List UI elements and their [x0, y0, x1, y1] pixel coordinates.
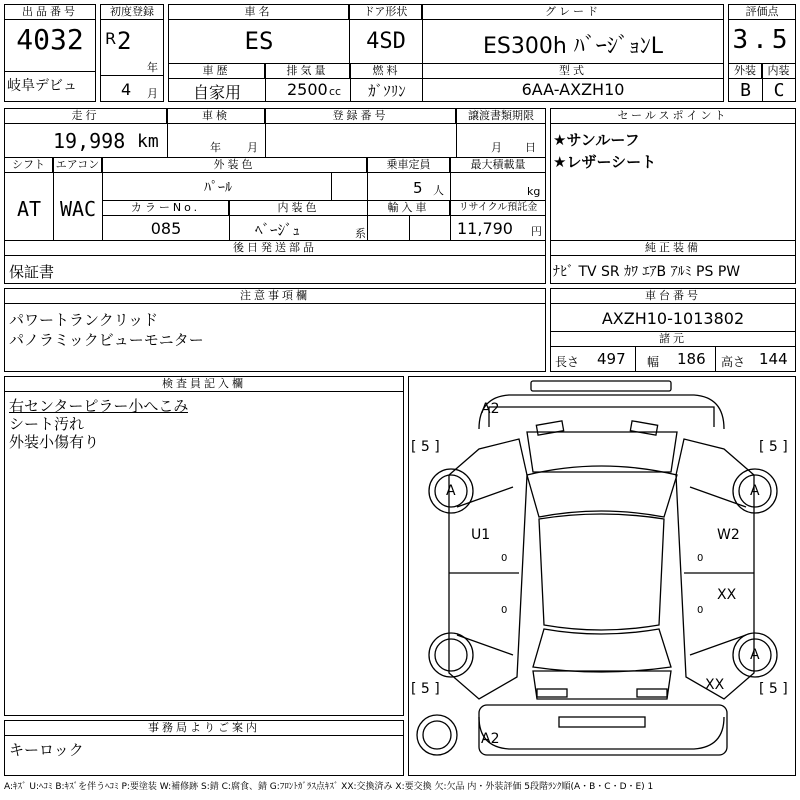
mileage: 19,998 [53, 129, 126, 153]
ac-label: エアコン [54, 158, 102, 173]
month-unit: 月 [147, 87, 158, 100]
ac: WAC [59, 197, 97, 221]
color: ﾊﾟｰﾙ [204, 180, 232, 196]
mark-right-rear-door: XX [717, 587, 737, 603]
load-unit: kg [527, 185, 541, 198]
reg-month: 4 [121, 80, 132, 99]
tire-rating-front-left: [ 5 ] [411, 439, 440, 455]
ext-score: B [740, 80, 751, 101]
color-no-label: カラーNo. [103, 201, 229, 216]
capacity-unit: 人 [433, 184, 444, 197]
score: 3.5 [732, 25, 792, 55]
chassis-block [550, 288, 796, 372]
fuel: ｶﾞｿﾘﾝ [368, 82, 406, 100]
venue: 岐阜デビュ [7, 78, 77, 94]
capacity-label: 乗車定員 [368, 158, 450, 173]
door-label: ドア形状 [350, 5, 422, 20]
displacement-unit: cc [329, 85, 342, 98]
wheel-mark-fl: A [446, 483, 456, 499]
recycle-unit: 円 [531, 225, 542, 238]
displacement: 2500 [287, 80, 328, 99]
int-color-label: 内装色 [230, 201, 367, 216]
load-label: 最大積載量 [451, 158, 545, 173]
selling-points [550, 108, 796, 284]
ext-label: 外装 [729, 64, 762, 79]
inspector-title: 検査員記入欄 [5, 377, 403, 392]
color-no: 085 [150, 219, 182, 238]
mileage-label: 走行 [5, 109, 167, 124]
zero-left-rear: 0 [501, 605, 508, 616]
office-title: 事務局よりご案内 [5, 721, 403, 736]
zero-right-front: 0 [697, 553, 704, 564]
inspector-line-1: 右センターピラー小へこみ [9, 397, 189, 415]
model: 6AA-AXZH10 [521, 80, 625, 99]
era: R [105, 29, 117, 48]
name-label: 車名 [169, 5, 349, 20]
chassis-title: 車台番号 [551, 289, 795, 304]
reg-year: 2 [117, 27, 132, 55]
equipment-title: 純正装備 [551, 241, 795, 256]
tire-rating-rear-right: [ 5 ] [759, 681, 788, 697]
grade-label: グレード [423, 5, 723, 20]
mark-right-rear: XX [705, 677, 725, 693]
height-label: 高さ [721, 355, 746, 369]
tire-rating-rear-left: [ 5 ] [411, 681, 440, 697]
width-label: 幅 [647, 355, 660, 369]
zero-left-front: 0 [501, 553, 508, 564]
legend: A:ｷｽﾞ U:ﾍｺﾐ B:ｷｽﾞを伴うﾍｺﾐ P:要塗装 W:補修跡 S:錆 C:腐食、錆 G:ﾌﾛﾝﾄｶﾞﾗｽ点ｷｽﾞ XX:交換済み X:要交換 欠:欠品 内・外装評価 5段階ﾗﾝｸ順(A・B・C・D・E) 1 [4, 782, 654, 792]
vehicle-details [4, 108, 546, 284]
inspector-block [4, 376, 404, 716]
score-block [728, 4, 796, 102]
car-info [168, 4, 724, 102]
selling-point-2: ★レザーシート [553, 153, 657, 171]
grade: ES300h ﾊﾞｰｼﾞｮﾝL [482, 34, 664, 59]
model-label: 型式 [423, 64, 723, 79]
caution-line-1: パワートランクリッド [9, 311, 159, 329]
parts-value: 保証書 [9, 263, 55, 281]
transfer-day-unit: 日 [525, 141, 536, 154]
car-diagram-svg [409, 377, 794, 774]
tire-rating-front-right: [ 5 ] [759, 439, 788, 455]
color-label: 外装色 [103, 158, 367, 173]
int-color-unit: 系 [355, 227, 366, 240]
length: 497 [597, 350, 626, 368]
history: 自家用 [192, 83, 241, 102]
transfer-month-unit: 月 [491, 141, 502, 154]
history-label: 車歴 [169, 64, 265, 79]
caution-title: 注意事項欄 [5, 289, 545, 304]
recycle-label: リサイクル預託金 [451, 201, 545, 216]
lot-number: 4032 [16, 23, 84, 56]
mileage-unit: km [137, 131, 159, 152]
first-reg-label: 初度登録 [101, 5, 163, 20]
int-label: 内装 [762, 64, 795, 79]
office-block [4, 720, 404, 776]
chassis-number: AXZH10-1013802 [601, 309, 745, 328]
selling-point-1: ★サンルーフ [553, 131, 640, 149]
recycle: 11,790 [457, 219, 513, 238]
mark-front: A2 [481, 401, 500, 417]
selling-points-title: セールスポイント [551, 109, 795, 124]
insp-month-unit: 月 [247, 141, 258, 154]
door-type: 4SD [366, 29, 406, 54]
transfer-label: 譲渡書類期限 [457, 109, 545, 124]
car-name: ES [244, 27, 274, 55]
year-unit: 年 [147, 61, 158, 74]
shift: AT [16, 197, 42, 221]
fuel-label: 燃料 [351, 64, 423, 79]
inspection-label: 車検 [168, 109, 265, 124]
header-block [4, 4, 96, 102]
capacity: 5 [413, 179, 423, 197]
first-registration [100, 4, 164, 102]
displacement-label: 排気量 [266, 64, 350, 79]
zero-right-rear: 0 [697, 605, 704, 616]
lot-label: 出品番号 [5, 5, 95, 20]
caution-block [4, 288, 546, 372]
caution-line-2: パノラミックビューモニター [9, 331, 204, 349]
reg-label: 登録番号 [266, 109, 456, 124]
wheel-mark-rr: A [750, 647, 760, 663]
equipment-value: ﾅﾋﾞ TV SR ｶﾜ ｴｱB ｱﾙﾐ PS PW [553, 264, 741, 280]
inspector-line-2: シート汚れ [9, 415, 85, 433]
car-diagram [408, 376, 796, 776]
width: 186 [677, 350, 706, 368]
office-value: キーロック [9, 741, 84, 759]
insp-year-unit: 年 [210, 141, 221, 154]
spec-title: 諸元 [551, 332, 795, 347]
import-label: 輸入車 [368, 201, 450, 216]
inspector-line-3: 外装小傷有り [9, 433, 100, 451]
score-label: 評価点 [729, 5, 795, 20]
int-color: ﾍﾞｰｼﾞｭ [255, 221, 301, 239]
height: 144 [759, 350, 788, 368]
int-score: C [773, 80, 785, 101]
wheel-mark-fr: A [750, 483, 760, 499]
mark-rear: A2 [481, 731, 500, 747]
parts-title: 後日発送部品 [5, 241, 545, 256]
mark-right-front-door: W2 [717, 527, 740, 543]
shift-label: シフト [5, 158, 53, 173]
mark-left-front-door: U1 [471, 527, 491, 543]
length-label: 長さ [555, 355, 580, 369]
